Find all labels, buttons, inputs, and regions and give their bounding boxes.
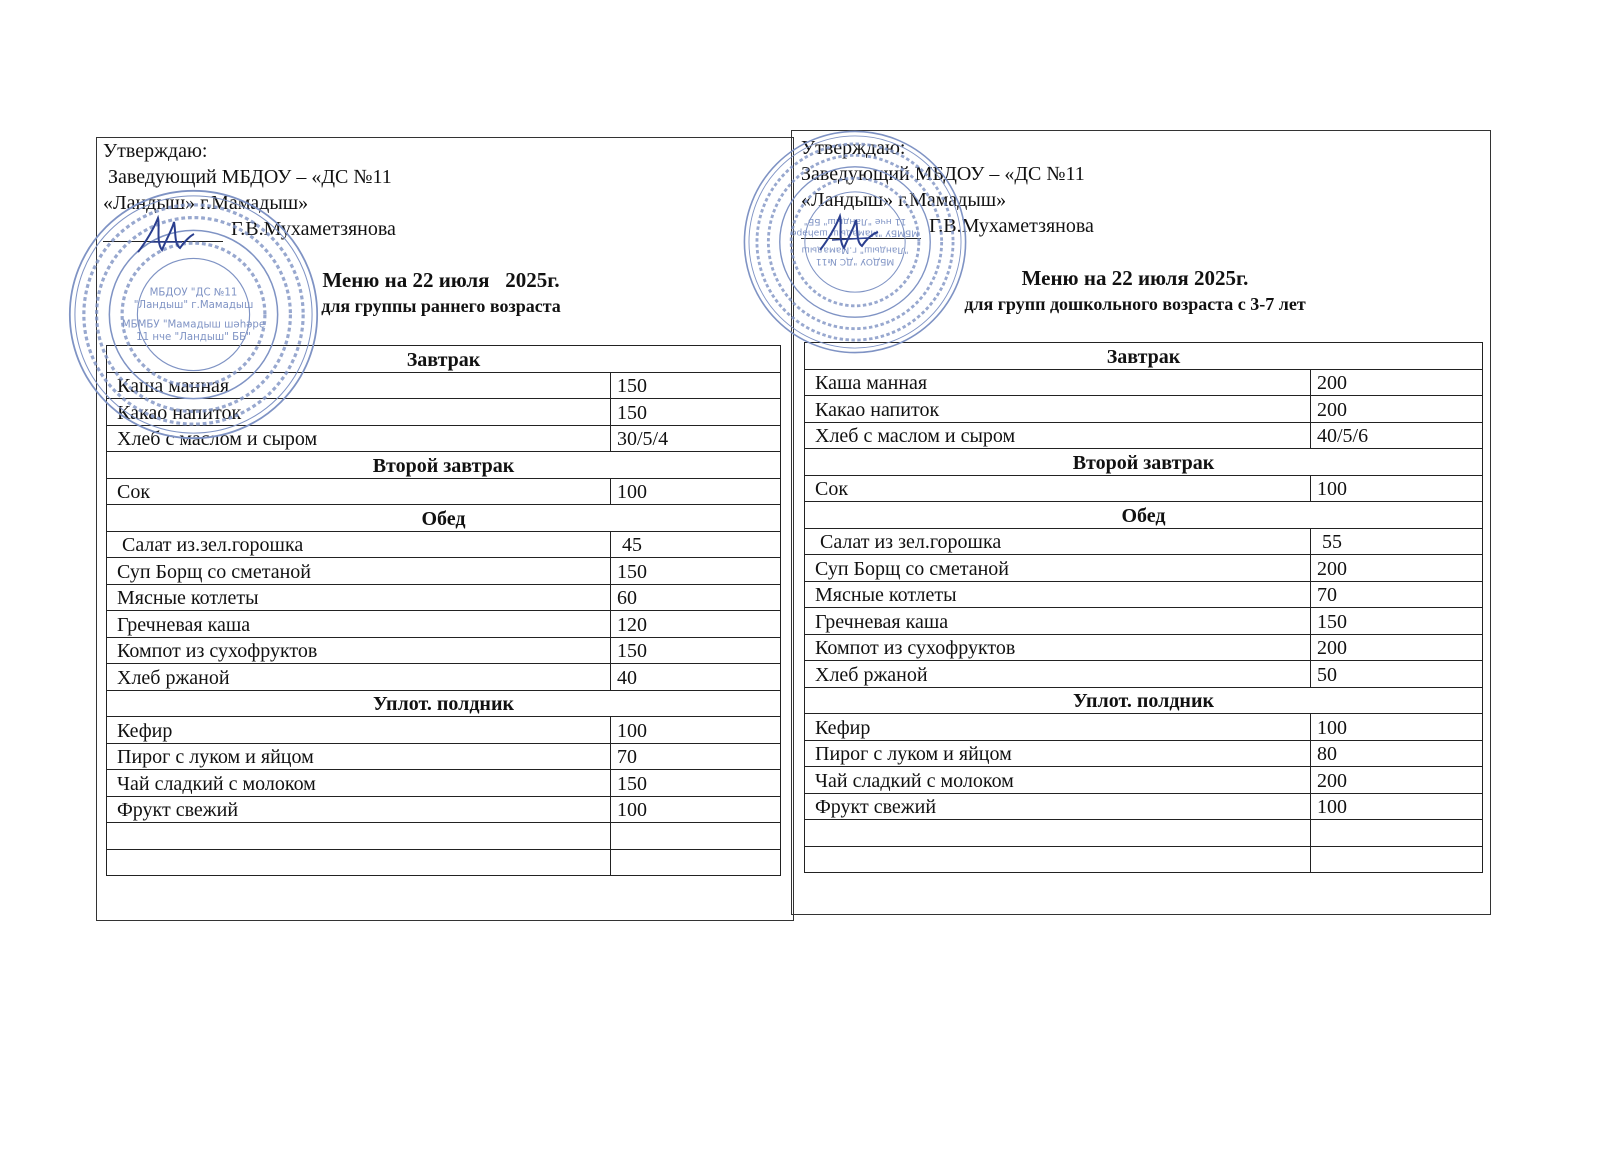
right-menu-row	[805, 714, 1483, 741]
dish-name: Фрукт свежий	[107, 796, 611, 823]
portion-grams: 50	[1311, 661, 1483, 688]
left-title-date: Меню на 22 июля 2025г.	[322, 268, 560, 292]
stamp-center-line4: 11 нче "Ландыш" ББ"	[803, 216, 907, 227]
dish-name: Чай сладкий с молоком	[107, 770, 611, 797]
right-menu-row	[805, 396, 1483, 423]
dish-name	[805, 820, 1311, 847]
right-menu-row	[805, 528, 1483, 555]
portion-grams: 150	[1311, 608, 1483, 635]
dish-name: Какао напиток	[107, 399, 611, 426]
dish-name: Компот из сухофруктов	[107, 637, 611, 664]
right-menu-row	[805, 740, 1483, 767]
right-menu-row	[805, 422, 1483, 449]
dish-name: Гречневая каша	[805, 608, 1311, 635]
right-menu-row	[805, 475, 1483, 502]
portion-grams: 70	[1311, 581, 1483, 608]
dish-name: Суп Борщ со сметаной	[805, 555, 1311, 582]
left-menu-row	[107, 743, 781, 770]
dish-name: Кефир	[805, 714, 1311, 741]
right-menu-title	[930, 264, 1340, 316]
right-menu-row	[805, 369, 1483, 396]
right-menu-row	[805, 634, 1483, 661]
right-approval-line1: Утверждаю:	[801, 137, 906, 159]
right-approval-line2: Заведующий МБДОУ – «ДС №11	[801, 163, 1085, 185]
right-menu-row	[805, 581, 1483, 608]
portion-grams: 200	[1311, 634, 1483, 661]
portion-grams: 100	[1311, 793, 1483, 820]
left-approval-name: Г.В.Мухаметзянова	[231, 218, 396, 240]
left-menu-row	[107, 849, 781, 876]
left-menu-row	[107, 399, 781, 426]
left-menu-row	[107, 796, 781, 823]
left-menu-row	[107, 531, 781, 558]
portion-grams: 100	[611, 478, 781, 505]
left-menu-title	[296, 266, 586, 318]
portion-grams: 150	[611, 558, 781, 585]
left-section-row	[107, 505, 781, 532]
portion-grams: 100	[1311, 475, 1483, 502]
dish-name: Каша манная	[107, 372, 611, 399]
right-signature-underline	[801, 220, 921, 239]
portion-grams: 150	[611, 637, 781, 664]
stamp-center-line4: 11 нче "Ландыш" ББ"	[136, 332, 251, 343]
left-menu-row	[107, 770, 781, 797]
dish-name: Салат из.зел.горошка	[107, 531, 611, 558]
dish-name	[805, 846, 1311, 873]
left-section-row	[107, 690, 781, 717]
portion-grams: 200	[1311, 767, 1483, 794]
left-approval-line1: Утверждаю:	[103, 140, 208, 162]
stamp-center-line1: МБДОУ "ДС №11	[149, 287, 238, 299]
right-approval-block	[801, 135, 1094, 239]
dish-name: Мясные котлеты	[107, 584, 611, 611]
right-section-row	[805, 449, 1483, 476]
portion-grams: 60	[611, 584, 781, 611]
dish-name: Кефир	[107, 717, 611, 744]
dish-name: Сок	[805, 475, 1311, 502]
portion-grams: 150	[611, 372, 781, 399]
portion-grams: 200	[1311, 369, 1483, 396]
right-title-group: для групп дошкольного возраста с 3-7 лет	[964, 294, 1306, 314]
left-menu-row	[107, 717, 781, 744]
portion-grams: 100	[611, 717, 781, 744]
stamp-center-line2: "Ландыш" г.Мамадыш	[801, 244, 909, 255]
left-menu-row	[107, 558, 781, 585]
stamp-center-line3: МБМБУ "Мамадыш шәһәре	[121, 319, 266, 331]
section-heading: Уплот. полдник	[805, 687, 1483, 714]
dish-name: Каша манная	[805, 369, 1311, 396]
portion-grams: 55	[1311, 528, 1483, 555]
section-heading: Второй завтрак	[805, 449, 1483, 476]
portion-grams: 40	[611, 664, 781, 691]
dish-name: Компот из сухофруктов	[805, 634, 1311, 661]
dish-name: Какао напиток	[805, 396, 1311, 423]
dish-name: Хлеб с маслом и сыром	[805, 422, 1311, 449]
section-heading: Второй завтрак	[107, 452, 781, 479]
stamp-center-line1: МБДОУ "ДС №11	[815, 256, 895, 267]
dish-name	[107, 823, 611, 850]
portion-grams	[1311, 820, 1483, 847]
dish-name: Сок	[107, 478, 611, 505]
right-menu-table	[804, 342, 1483, 873]
dish-name: Чай сладкий с молоком	[805, 767, 1311, 794]
portion-grams	[611, 849, 781, 876]
right-menu-row	[805, 555, 1483, 582]
portion-grams: 150	[611, 770, 781, 797]
dish-name	[107, 849, 611, 876]
portion-grams: 30/5/4	[611, 425, 781, 452]
section-heading: Обед	[805, 502, 1483, 529]
right-approval-name: Г.В.Мухаметзянова	[929, 215, 1094, 237]
dish-name: Хлеб ржаной	[805, 661, 1311, 688]
section-heading: Уплот. полдник	[107, 690, 781, 717]
portion-grams: 100	[1311, 714, 1483, 741]
left-menu-row	[107, 823, 781, 850]
right-menu-row	[805, 846, 1483, 873]
section-heading: Обед	[107, 505, 781, 532]
left-menu-table	[106, 345, 781, 876]
dish-name: Пирог с луком и яйцом	[805, 740, 1311, 767]
stamp-center-line2: "Ландыш" г.Мамадыш	[133, 300, 254, 312]
portion-grams: 70	[611, 743, 781, 770]
dish-name: Салат из зел.горошка	[805, 528, 1311, 555]
portion-grams	[611, 823, 781, 850]
portion-grams: 80	[1311, 740, 1483, 767]
dish-name: Гречневая каша	[107, 611, 611, 638]
right-approval-line3: «Ландыш» г.Мамадыш»	[801, 189, 1007, 211]
left-menu-row	[107, 584, 781, 611]
left-menu-row	[107, 372, 781, 399]
dish-name: Суп Борщ со сметаной	[107, 558, 611, 585]
portion-grams: 100	[611, 796, 781, 823]
portion-grams	[1311, 846, 1483, 873]
left-section-row	[107, 346, 781, 373]
right-section-row	[805, 502, 1483, 529]
right-menu-row	[805, 661, 1483, 688]
right-section-row	[805, 343, 1483, 370]
left-signature-underline	[103, 223, 223, 242]
section-heading: Завтрак	[805, 343, 1483, 370]
right-title-date: Меню на 22 июля 2025г.	[1021, 266, 1249, 290]
left-menu-row	[107, 478, 781, 505]
portion-grams: 150	[611, 399, 781, 426]
portion-grams: 45	[611, 531, 781, 558]
right-menu-row	[805, 793, 1483, 820]
portion-grams: 200	[1311, 555, 1483, 582]
dish-name: Хлеб ржаной	[107, 664, 611, 691]
right-section-row	[805, 687, 1483, 714]
right-menu-row	[805, 608, 1483, 635]
right-approval-signature-row	[801, 213, 1094, 239]
left-menu-row	[107, 611, 781, 638]
section-heading: Завтрак	[107, 346, 781, 373]
left-approval-line2: Заведующий МБДОУ – «ДС №11	[103, 166, 392, 188]
left-section-row	[107, 452, 781, 479]
left-approval-block	[103, 138, 396, 242]
left-approval-line3: «Ландыш» г.Мамадыш»	[103, 192, 309, 214]
left-approval-signature-row	[103, 216, 396, 242]
portion-grams: 200	[1311, 396, 1483, 423]
left-menu-row	[107, 425, 781, 452]
dish-name: Пирог с луком и яйцом	[107, 743, 611, 770]
left-menu-row	[107, 637, 781, 664]
portion-grams: 120	[611, 611, 781, 638]
dish-name: Фрукт свежий	[805, 793, 1311, 820]
right-menu-row	[805, 820, 1483, 847]
left-menu-row	[107, 664, 781, 691]
dish-name: Мясные котлеты	[805, 581, 1311, 608]
right-menu-row	[805, 767, 1483, 794]
portion-grams: 40/5/6	[1311, 422, 1483, 449]
dish-name: Хлеб с маслом и сыром	[107, 425, 611, 452]
stamp-center-line3: МБМБУ "Мамадыш шәһәре	[790, 227, 920, 238]
left-title-group: для группы раннего возраста	[321, 296, 561, 316]
